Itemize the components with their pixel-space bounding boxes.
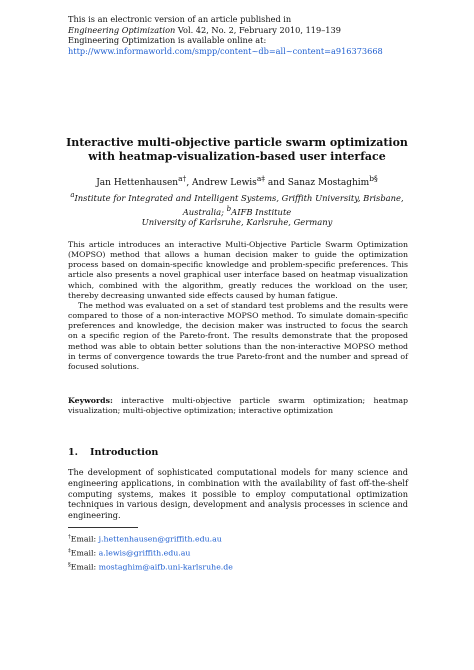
publication-header xyxy=(68,14,408,56)
affiliation-line-1: $^a$Institute for Integrated and Intelligent Systems, Griffith University, Brisbane, xyxy=(70,191,404,203)
email-link-2[interactable]: a.lewis@griffith.edu.au xyxy=(98,548,191,558)
section-number: 1. xyxy=(68,447,79,458)
author-list: Jan Hettenhausen$^{a\dagger}$, Andrew Lewis$^{a\ddagger}$ and Sanaz Mostaghim$^{b\S}$ xyxy=(96,174,378,188)
abstract xyxy=(68,240,408,372)
affiliations xyxy=(40,190,434,228)
footnote-1: †Email: j.hettenhausen@griffith.edu.au xyxy=(68,534,222,544)
footnote-3-mark: § xyxy=(68,562,71,568)
author-3-mark: b§ xyxy=(369,174,378,183)
abstract-paragraph-2: The method was evaluated on a set of standard test problems and the results were compared to those of a non-interactive MOPSO method. To simulate domain-specific preferences and knowledge, the decision maker was instructed to focus the search on a specific region of the Pareto-front. The results demonstrate that the proposed method was able to obtain better solutions than the non-interactive MOPSO method in terms of convergence towards the true Pareto-front and the number and spread of focused solutions. xyxy=(68,300,408,371)
header-line-1: This is an electronic version of an article published in xyxy=(68,14,292,24)
email-link-3[interactable]: mostaghim@aifb.uni-karlsruhe.de xyxy=(98,562,233,572)
abstract-paragraph-1: This article introduces an interactive Multi-Objective Particle Swarm Optimization (MOPSO) method that allows a human decision maker to guide the optimization process based on domain-specific knowledge and problem-specific preferences. This article also presents a novel graphical user interface based on heatmap visualization which, combined with the algorithm, greatly reduces the workload on the user, thereby decreasing unwanted side effects caused by human fatigue. xyxy=(68,240,408,300)
journal-name: Engineering Optimization xyxy=(68,24,176,35)
article-title xyxy=(50,136,424,164)
footnote-2: ‡Email: a.lewis@griffith.edu.au xyxy=(68,548,191,558)
section-title: Introduction xyxy=(90,447,159,458)
introduction-paragraph: The development of sophisticated computational models for many science and engineering applications, in combination with the availability of fast off-the-shelf computing systems, makes it possible to employ computational optimization techniques in various design, development and analysis processes in science and engineering. xyxy=(68,467,408,521)
author-1: Jan Hettenhausen xyxy=(96,178,179,188)
affiliation-line-3: University of Karlsruhe, Karlsruhe, Germany xyxy=(141,217,333,228)
affiliation-line-2: Australia; $^b$AIFB Institute xyxy=(182,204,292,217)
author-1-mark: a† xyxy=(178,174,187,183)
title-line-1: Interactive multi-objective particle swarm optimization xyxy=(66,136,408,149)
article-url-link[interactable]: http://www.informaworld.com/smpp/content~db=all~content=a916373668 xyxy=(68,45,383,56)
footnote-1-mark: † xyxy=(68,534,71,540)
header-line-2 xyxy=(68,25,408,36)
author-2-mark: a‡ xyxy=(256,174,266,183)
author-3: Sanaz Mostaghim xyxy=(287,178,370,188)
email-link-1[interactable]: j.hettenhausen@griffith.edu.au xyxy=(98,534,222,544)
footnote-3: §Email: mostaghim@aifb.uni-karlsruhe.de xyxy=(68,562,233,572)
footnote-divider xyxy=(68,527,138,528)
keywords xyxy=(68,396,408,416)
header-line-4 xyxy=(68,46,408,57)
footnote-2-mark: ‡ xyxy=(68,548,71,554)
keywords-text: interactive multi-objective particle swarm optimization; heatmap visualization; multi-objective optimization; interactive optimization xyxy=(68,396,408,416)
header-line-3: Engineering Optimization is available online at: xyxy=(68,35,267,46)
journal-citation: Vol. 42, No. 2, February 2010, 119–139 xyxy=(177,24,341,35)
title-line-2: with heatmap-visualization-based user interface xyxy=(88,150,386,163)
keywords-label: Keywords: xyxy=(68,396,113,405)
author-2: Andrew Lewis xyxy=(192,178,257,188)
section-heading xyxy=(68,447,158,458)
